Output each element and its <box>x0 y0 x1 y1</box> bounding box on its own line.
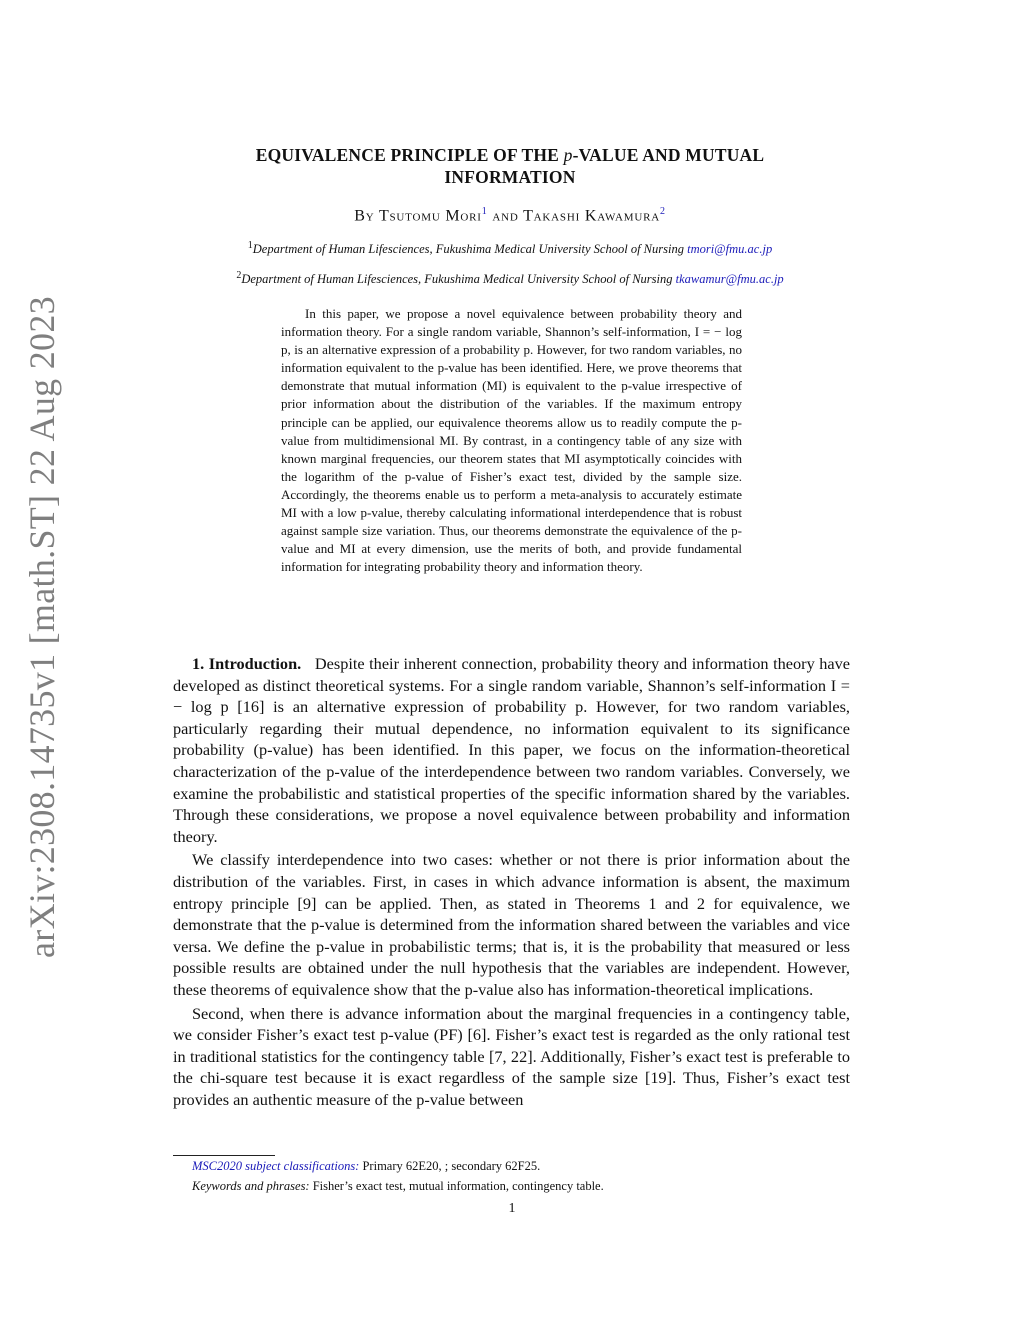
title-line-2: INFORMATION <box>444 167 576 187</box>
affiliation-1 <box>170 240 850 257</box>
title-p-symbol: p <box>563 145 573 165</box>
footnote-msc <box>192 1159 540 1174</box>
author-2-affiliation-link[interactable]: 2 <box>659 206 666 217</box>
affiliation-text: Department of Human Lifesciences, Fukushima Medical University School of Nursing <box>252 242 688 257</box>
author-1: By Tsutomu Mori <box>354 207 482 225</box>
paragraph: Second, when there is advance information about the marginal frequencies in a contingency table, we consider Fisher’s exact test p-value (PF) [6]. Fisher’s exact test is regarded as the only rational test in traditional statistics for the contingency table [7, 22]. Additionally, Fisher’s exact test is preferable to the chi-square test because it is exact regardless of the sample size [19]. Thus, Fisher’s exact test provides an authentic measure of the p-value between <box>173 1003 850 1109</box>
title-part: -VALUE AND MUTUAL <box>572 145 765 165</box>
footnote-keywords <box>192 1179 604 1194</box>
page-number: 1 <box>508 1201 516 1216</box>
author-2: and Takashi Kawamura <box>487 207 660 225</box>
affiliation-2 <box>170 270 850 287</box>
abstract: In this paper, we propose a novel equivalence between probability theory and information theory. For a single random variable, Shannon’s self-information, I = − log p, is an alternative expression of a probability p. However, for two random variables, no information equivalent to the p-value has been identified. Here, we prove theorems that demonstrate that mutual information (MI) is equivalent to the p-value irrespective of prior information about the distribution of the variables. If the maximum entropy principle can be applied, our equivalence theorems allow us to readily compute the p-value from multidimensional MI. By contrast, in a contingency table of any size with known marginal frequencies, our theorem states that MI asymptotically coincides with the logarithm of the p-value of Fisher’s exact test, divided by the sample size. Accordingly, the theorems enable us to perform a meta-analysis to accurately estimate MI with a low p-value, thereby calculating informational interdependence that is robust against sample size variation. Thus, our theorems demonstrate the equivalence of the p-value and MI at every dimension, use the merits of both, and provide fundamental information for integrating probability theory and information theory. <box>281 306 742 575</box>
arxiv-identifier: arXiv:2308.14735v1 [math.ST] 22 Aug 2023 <box>22 296 62 958</box>
introduction-section <box>173 653 850 1112</box>
paragraph <box>173 653 850 847</box>
msc-text: Primary 62E20, ; secondary 62F25. <box>359 1159 541 1173</box>
affiliation-number: 1 <box>247 240 253 251</box>
msc-link[interactable]: MSC2020 subject classifications: <box>192 1159 360 1173</box>
keywords-text: Fisher’s exact test, mutual information, contingency table. <box>309 1179 604 1193</box>
footnote-rule <box>173 1155 275 1156</box>
paper-title <box>190 144 830 188</box>
affiliation-number: 2 <box>236 270 242 281</box>
email-link[interactable]: tmori@fmu.ac.jp <box>687 242 773 257</box>
author-1-affiliation-link[interactable]: 1 <box>481 206 488 217</box>
paragraph: We classify interdependence into two cases: whether or not there is prior information about the distribution of the variables. First, in cases in which advance information is absent, the maximum entropy principle [9] can be applied. Then, as stated in Theorems 1 and 2 for equivalence, we demonstrate that the p-value is determined from the information shared between the variables and vice versa. We define the p-value in probabilistic terms; that is, it is the probability that measured or less possible results are obtained under the null hypothesis that the variables are independent. However, these theorems of equivalence show that the p-value also has information-theoretical implications. <box>173 850 850 999</box>
email-link[interactable]: tkawamur@fmu.ac.jp <box>675 272 784 287</box>
author-line <box>190 206 830 225</box>
section-heading: 1. Introduction. <box>192 654 302 673</box>
affiliation-text: Department of Human Lifesciences, Fukushima Medical University School of Nursing <box>241 272 676 287</box>
title-part: EQUIVALENCE PRINCIPLE OF THE <box>255 145 564 165</box>
keywords-label: Keywords and phrases: <box>192 1179 310 1193</box>
paragraph-text: Despite their inherent connection, probability theory and information theory have developed as distinct theoretical systems. For a single random variable, Shannon’s self-information I = − log p [16] is an alternative expression of probability p. However, for two random variables, particularly regarding their mutual dependence, no information equivalent to its significance probability (p-value) has been identified. In this paper, we focus on the information-theoretical characterization of the p-value of the interdependence between two random variables. Conversely, we examine the probabilistic and statistical properties of the specific information shared by the variables. Through these considerations, we propose a novel equivalence between probability and information theory. <box>173 654 850 846</box>
